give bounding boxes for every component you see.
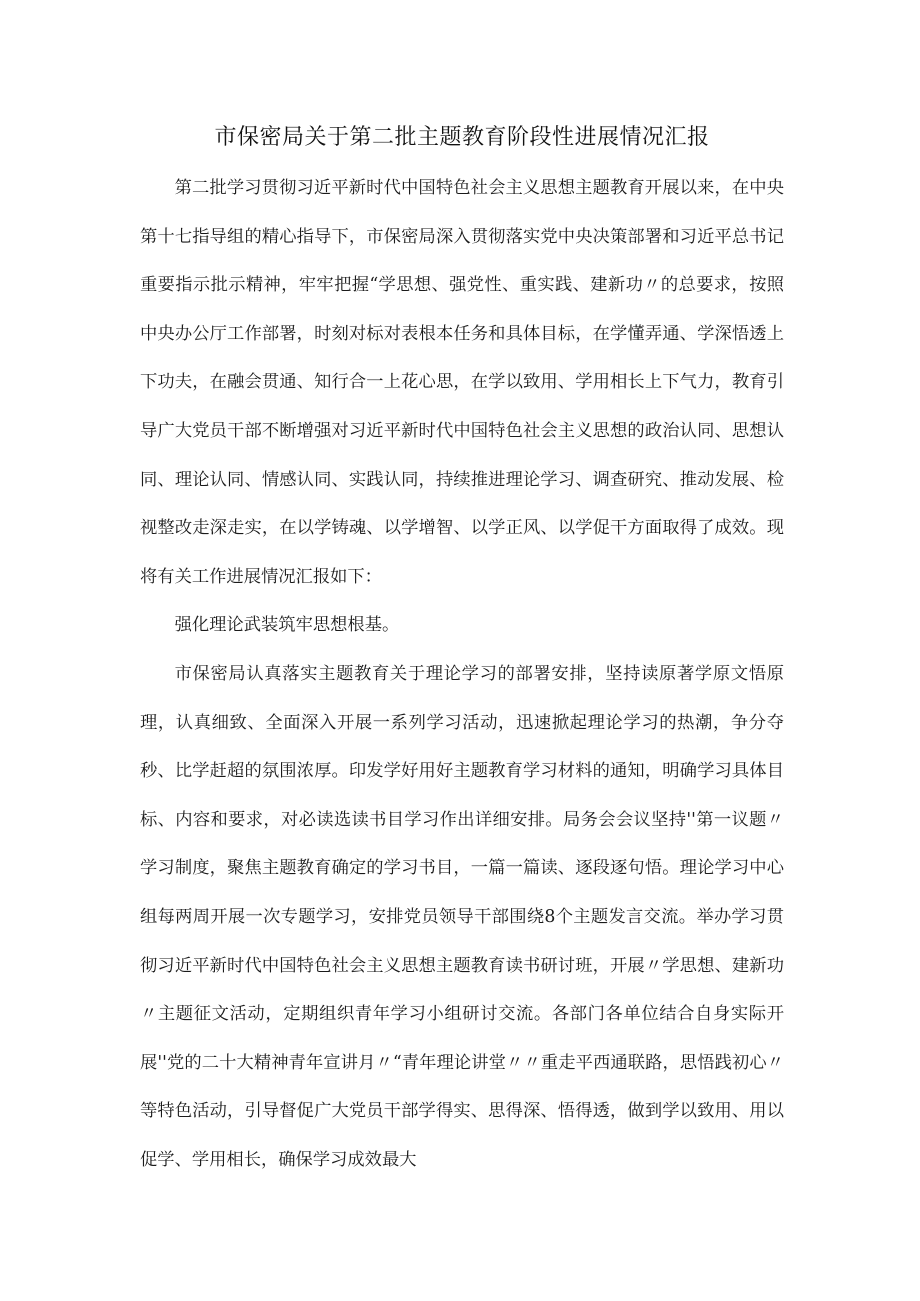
document-body xyxy=(140,118,784,1184)
paragraph-section-heading: 强化理论武装筑牢思想根基。 xyxy=(174,615,400,636)
paragraph-intro: 第二批学习贯彻习近平新时代中国特色社会主义思想主题教育开展以来，在中央第十七指导组的精心指导下，市保密局深入贯彻落实党中央决策部署和习近平总书记重要指示批示精神，牢牢把握“学思想、强党性、重实践、建新功〃的总要求，按照中央办公厅工作部署，时刻对标对表根本任务和具体目标，在学懂弄通、学深悟透上下功夫，在融会贯通、知行合一上花心思，在学以致用、学用相长上下气力，教育引导广大党员干部不断增强对习近平新时代中国特色社会主义思想的政治认同、思想认同、理论认同、情感认同、实践认同，持续推进理论学习、调查研究、推动发展、检视整改走深走实，在以学铸魂、以学增智、以学正风、以学促干方面取得了成效。现将有关工作进展情况汇报如下： xyxy=(140,178,784,587)
document-title: 市保密局关于第二批主题教育阶段性进展情况汇报 xyxy=(214,125,710,150)
paragraph-theory-study: 市保密局认真落实主题教育关于理论学习的部署安排，坚持读原著学原文悟原理，认真细致、全面深入开展一系列学习活动，迅速掀起理论学习的热潮，争分夺秒、比学赶超的氛围浓厚。印发学好用好主题教育学习材料的通知，明确学习具体目标、内容和要求，对必读选读书目学习作出详细安排。局务会会议坚持''第一议题〃学习制度，聚焦主题教育确定的学习书目，一篇一篇读、逐段逐句悟。理论学习中心组每两周开展一次专题学习，安排党员领导干部围绕8个主题发言交流。举办学习贯彻习近平新时代中国特色社会主义思想主题教育读书研讨班，开展〃学思想、建新功〃主题征文活动，定期组织青年学习小组研讨交流。各部门各单位结合自身实际开展''党的二十大精神青年宣讲月〃“青年理论讲堂〃〃重走平西通联路，思悟践初心〃等特色活动，引导督促广大党员干部学得实、思得深、悟得透，做到学以致用、用以促学、学用相长，确保学习成效最大 xyxy=(140,663,784,1170)
